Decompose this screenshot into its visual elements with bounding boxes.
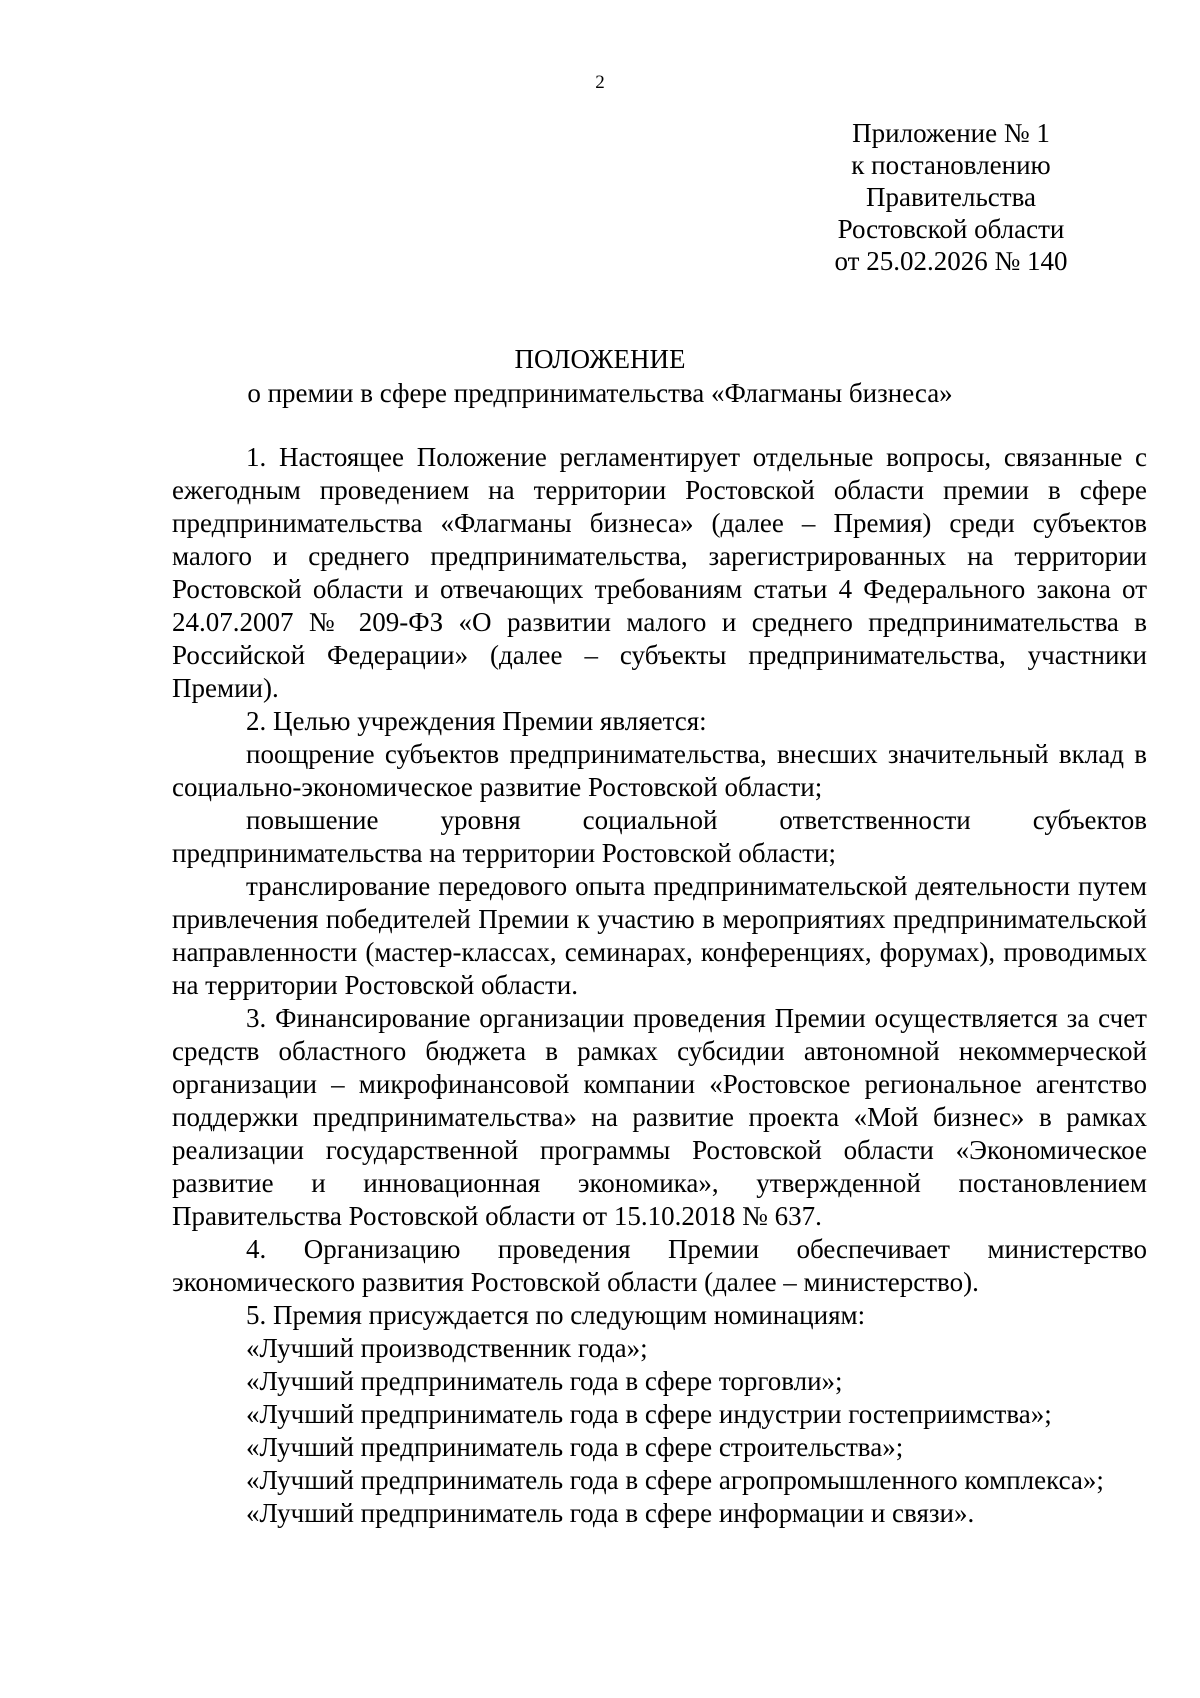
- nomination-3: «Лучший предприниматель года в сфере индустрии гостеприимства»;: [246, 1399, 1052, 1429]
- appendix-line-number: Приложение № 1: [852, 118, 1050, 148]
- paragraph-2-item-3: транслирование передового опыта предпринимательской деятельности путем привлечения победителей Премии к участию в мероприятиях предпринимательской направленности (мастер-классах, семинарах, конференциях, форумах), проводимых на территории Ростовской области.: [172, 871, 1147, 1000]
- appendix-line-resolution: к постановлению: [851, 150, 1051, 180]
- document-body: [172, 441, 1147, 1530]
- paragraph-2-item-1: поощрение субъектов предпринимательства, внесших значительный вклад в социально-экономическое развитие Ростовской области;: [172, 739, 1147, 802]
- appendix-line-government: Правительства: [866, 182, 1036, 212]
- paragraph-1: 1. Настоящее Положение регламентирует отдельные вопросы, связанные с ежегодным проведением на территории Ростовской области премии в сфере предпринимательства «Флагманы бизнеса» (далее – Премия) среди субъектов малого и среднего предпринимательства, зарегистрированных на территории Ростовской области и отвечающих требованиям статьи 4 Федерального закона от 24.07.2007 № 209-ФЗ «О развитии малого и среднего предпринимательства в Российской Федерации» (далее – субъекты предпринимательства, участники Премии).: [172, 442, 1147, 703]
- paragraph-4: 4. Организацию проведения Премии обеспечивает министерство экономического развития Ростовской области (далее – министерство).: [172, 1234, 1147, 1297]
- paragraph-2: 2. Целью учреждения Премии является:: [246, 706, 707, 736]
- nomination-1: «Лучший производственник года»;: [246, 1333, 648, 1363]
- paragraph-3: 3. Финансирование организации проведения Премии осуществляется за счет средств областного бюджета в рамках субсидии автономной некоммерческой организации – микрофинансовой компании «Ростовское региональное агентство поддержки предпринимательства» на развитие проекта «Мой бизнес» в рамках реализации государственной программы Ростовской области «Экономическое развитие и инновационная экономика», утвержденной постановлением Правительства Ростовской области от 15.10.2018 № 637.: [172, 1003, 1147, 1231]
- paragraph-2-item-2: повышение уровня социальной ответственности субъектов предпринимательства на территории Ростовской области;: [172, 805, 1147, 868]
- appendix-header: [820, 117, 1082, 277]
- document-subtitle: о премии в сфере предпринимательства «Флагманы бизнеса»: [247, 378, 953, 408]
- document-title: ПОЛОЖЕНИЕ: [514, 344, 686, 374]
- nomination-6: «Лучший предприниматель года в сфере информации и связи».: [246, 1498, 975, 1528]
- appendix-line-date: от 25.02.2026 № 140: [834, 246, 1068, 276]
- paragraph-5: 5. Премия присуждается по следующим номинациям:: [246, 1300, 866, 1330]
- nomination-4: «Лучший предприниматель года в сфере строительства»;: [246, 1432, 904, 1462]
- appendix-line-region: Ростовской области: [837, 214, 1065, 244]
- page-number: 2: [595, 72, 605, 93]
- nomination-5: «Лучший предприниматель года в сфере агропромышленного комплекса»;: [246, 1465, 1104, 1495]
- nomination-2: «Лучший предприниматель года в сфере торговли»;: [246, 1366, 843, 1396]
